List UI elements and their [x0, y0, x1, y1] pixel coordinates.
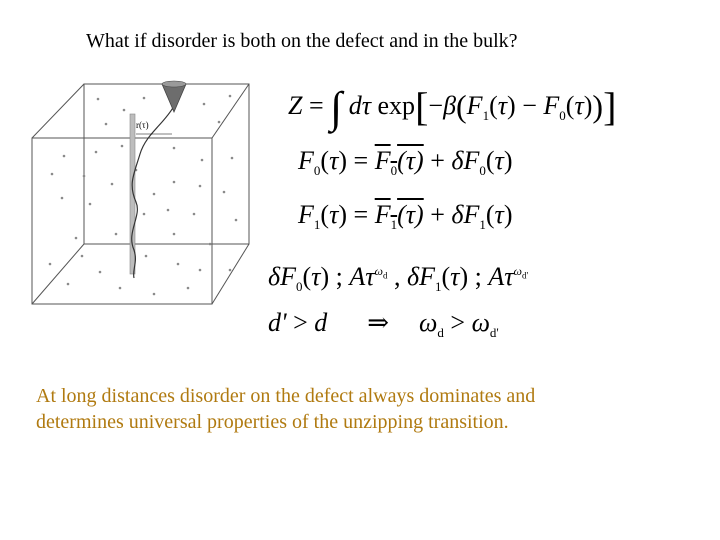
- f0-decomposition-equation: $F_0(\tau) = F_0(\tau) + \delta F_0(\tau)$: [298, 146, 513, 179]
- partition-function-equation: Z = ∫ dτ $\exp[-\beta(F_1(\tau) - F_0(\tau))]$: [288, 83, 617, 132]
- conclusion-text: [36, 383, 676, 435]
- box-back-face: [84, 84, 249, 244]
- implication-equation: d' > d ⇒ $\omega_d > \omega_{d'}$: [268, 308, 499, 341]
- box-front-face: [32, 138, 212, 304]
- scaling-equation: $\delta F_0(\tau)$ ; $A\tau^{\omega_d}$ , $\delta F_1(\tau)$ ; $A\tau^{\omega_{d'}}$: [268, 262, 529, 295]
- slide-title: What if disorder is both on the defect and in the bulk?: [86, 30, 518, 52]
- r-tau-label: r(τ): [136, 120, 149, 130]
- tip-cone: [162, 84, 186, 112]
- f1-decomposition-equation: $F_1(\tau) = F_1(\tau) + \delta F_1(\tau)$: [298, 200, 513, 233]
- flux-line: [132, 106, 174, 278]
- conclusion-line-1: At long distances disorder on the defect always dominates and: [36, 385, 536, 407]
- conclusion-line-2: determines universal properties of the unzipping transition.: [36, 411, 509, 433]
- disorder-box-figure: [24, 74, 254, 314]
